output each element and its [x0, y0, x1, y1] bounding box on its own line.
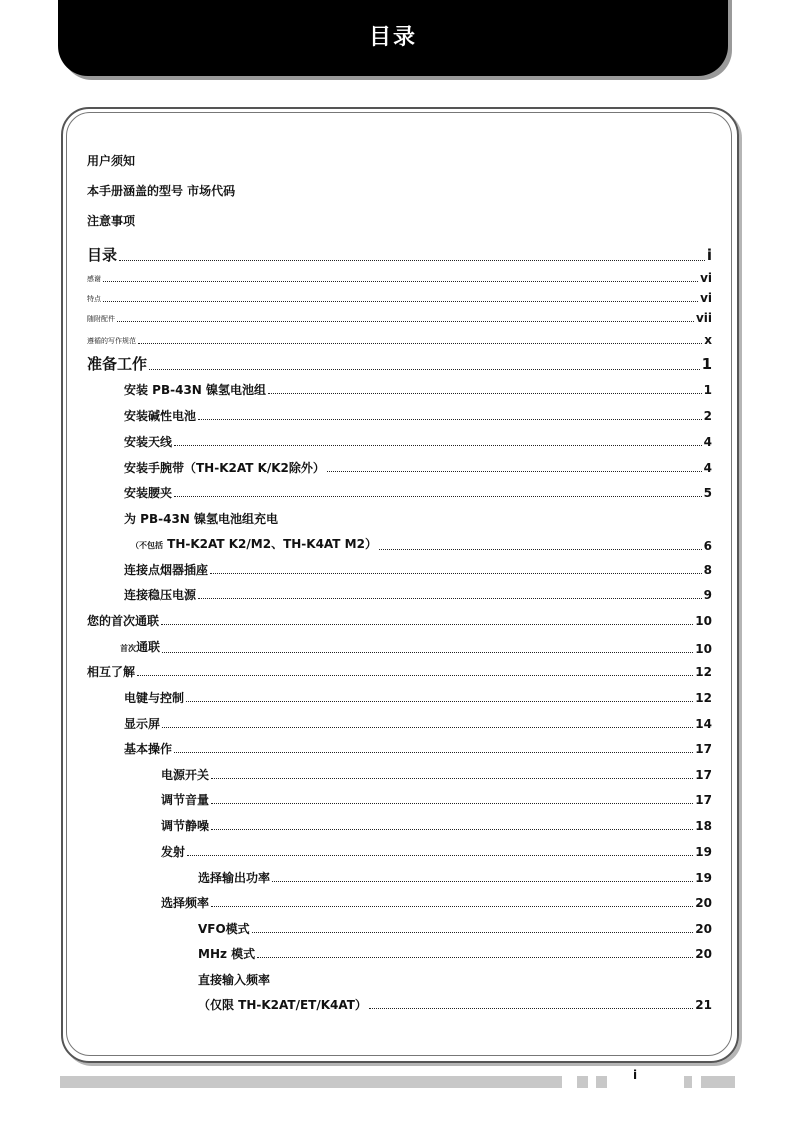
toc-entry-text: 选择频率 [161, 896, 210, 910]
toc-entry[interactable] [87, 383, 712, 397]
toc-entry-title [198, 998, 367, 1012]
toc-entry-title [87, 246, 117, 264]
toc-entry[interactable] [87, 409, 712, 423]
toc-entry-text: 遵循的写作规范 [87, 337, 136, 345]
toc-entry-text: 相互了解 [87, 665, 136, 679]
toc-entry-title [161, 768, 209, 782]
toc-leader-dots [211, 829, 693, 830]
toc-entry-title [124, 486, 172, 500]
toc-leader-dots [369, 1008, 693, 1009]
toc-leader-dots [117, 321, 694, 322]
footer-bar-left [60, 1076, 562, 1088]
toc-entry[interactable] [87, 845, 712, 859]
toc-page-number: 20 [695, 947, 712, 961]
toc-entry-title [120, 640, 160, 656]
toc-entry[interactable] [87, 768, 712, 782]
toc-entry[interactable] [87, 793, 712, 807]
toc-entry-title [87, 154, 135, 168]
toc-page-number: 20 [695, 922, 712, 936]
toc-entry-title [87, 614, 159, 628]
toc-entry-text: 电键与控制 [124, 691, 185, 705]
toc-entry-text: 基本操作 [124, 742, 173, 756]
toc-leader-dots [149, 369, 700, 370]
toc-entry-text: MHz 模式 [198, 947, 256, 961]
toc-leader-dots [174, 445, 702, 446]
toc-entry-text: VFO模式 [198, 922, 250, 936]
toc-page-number: 6 [703, 539, 712, 553]
toc-page-number: 10 [695, 642, 712, 656]
toc-entry-title [161, 845, 185, 859]
toc-entry[interactable] [87, 512, 712, 526]
toc-leader-dots [174, 752, 693, 753]
toc-entry-title [87, 355, 147, 373]
toc-page-number: 19 [695, 871, 712, 885]
toc-entry[interactable] [87, 537, 712, 553]
toc-entry[interactable] [87, 819, 712, 833]
toc-entry-title [124, 409, 196, 423]
toc-entry-title [87, 337, 136, 346]
toc-entry-text: 安装碱性电池 [124, 409, 197, 423]
toc-entry[interactable] [87, 154, 712, 168]
toc-entry-title [124, 461, 325, 475]
toc-page-number: 5 [703, 486, 712, 500]
toc-entry[interactable] [87, 246, 712, 264]
toc-page-number: 4 [703, 435, 712, 449]
toc-entry-title [198, 973, 270, 987]
toc-entry-text: TH-K2AT K2/M2、TH-K4AT M2） [163, 537, 377, 551]
toc-entry-title [87, 315, 115, 324]
toc-leader-dots [198, 419, 702, 420]
toc-entry-text: 电源开关 [161, 768, 210, 782]
toc-page-number: 20 [695, 896, 712, 910]
toc-page-number: 1 [701, 355, 712, 373]
toc-entry[interactable] [87, 998, 712, 1012]
toc-entry-title [87, 275, 101, 284]
toc-leader-dots [210, 573, 702, 574]
toc-entry-text: 用户须知 [87, 154, 136, 168]
toc-entry[interactable] [87, 896, 712, 910]
toc-entry-text: 感谢 [87, 275, 101, 283]
toc-entry[interactable] [87, 563, 712, 577]
footer-bar-right [701, 1076, 735, 1088]
toc-entry-title [124, 435, 172, 449]
toc-entry-title [124, 691, 184, 705]
toc-entry-prefix: 首次 [120, 644, 136, 653]
toc-entry[interactable] [87, 461, 712, 475]
toc-leader-dots [119, 260, 705, 261]
toc-entry[interactable] [87, 665, 712, 679]
toc-entry-text: 目录 [87, 246, 118, 264]
toc-entry-text: 连接点烟器插座 [124, 563, 209, 577]
toc-entry-title [87, 214, 135, 228]
toc-entry[interactable] [87, 184, 712, 198]
toc-entry-prefix: （不包括 [131, 541, 163, 550]
toc-leader-dots [257, 957, 693, 958]
toc-leader-dots [268, 393, 702, 394]
header-banner [58, 0, 728, 76]
toc-page-number: 4 [703, 461, 712, 475]
toc-page-number: 19 [695, 845, 712, 859]
toc-page-number: 12 [695, 665, 712, 679]
toc-entry-text: 选择输出功率 [198, 871, 271, 885]
toc-leader-dots [186, 701, 693, 702]
toc-entry[interactable] [87, 614, 712, 628]
toc-leader-dots [162, 652, 693, 653]
footer-square [577, 1076, 588, 1088]
toc-entry-title [124, 512, 278, 526]
toc-entry-title [124, 588, 196, 602]
toc-entry-text: 发射 [161, 845, 186, 859]
toc-entry[interactable] [87, 947, 712, 961]
toc-entry-title [87, 295, 101, 304]
toc-page-number: 17 [695, 793, 712, 807]
toc-entry-text: （仅限 TH-K2AT/ET/K4AT） [198, 998, 367, 1012]
toc-leader-dots [379, 549, 702, 550]
toc-leader-dots [272, 881, 693, 882]
toc-page-number: 10 [695, 614, 712, 628]
toc-entry-title [87, 665, 135, 679]
toc-leader-dots [211, 778, 693, 779]
toc-entry[interactable] [87, 312, 712, 324]
toc-entry-title [124, 742, 172, 756]
toc-entry[interactable] [87, 334, 712, 346]
toc-page-number: 14 [695, 717, 712, 731]
toc-leader-dots [162, 727, 693, 728]
toc-page-number: 17 [695, 742, 712, 756]
toc-entry-title [124, 383, 266, 397]
toc-entry-text: 直接输入频率 [198, 973, 271, 987]
toc-entry[interactable] [87, 214, 712, 228]
toc-page-number: i [706, 246, 712, 264]
toc-entry-title [161, 793, 209, 807]
toc-entry[interactable] [87, 292, 712, 304]
toc-page-number: 17 [695, 768, 712, 782]
toc-leader-dots [198, 598, 702, 599]
toc-entry-text: 安装腰夹 [124, 486, 173, 500]
toc-entry-text: 安装天线 [124, 435, 173, 449]
toc-entry-text: 通联 [136, 640, 161, 654]
toc-page-number: 9 [703, 588, 712, 602]
toc-entry[interactable] [87, 973, 712, 987]
footer-square [596, 1076, 607, 1088]
toc-page-number: 8 [703, 563, 712, 577]
toc-entry-text: 准备工作 [87, 355, 148, 373]
toc-entry[interactable] [87, 922, 712, 936]
toc-entry-text: 安装手腕带（TH-K2AT K/K2除外） [124, 461, 325, 475]
toc-entry[interactable] [87, 871, 712, 885]
toc-entry-text: 本手册涵盖的型号 市场代码 [87, 184, 236, 198]
toc-leader-dots [211, 803, 693, 804]
toc-entry-text: 调节音量 [161, 793, 210, 807]
toc-page-number: 18 [695, 819, 712, 833]
toc-entry[interactable] [87, 588, 712, 602]
toc-leader-dots [211, 906, 693, 907]
toc-page-number: vi [700, 291, 712, 305]
footer-square [684, 1076, 692, 1088]
toc-leader-dots [252, 932, 694, 933]
toc-page-number: vii [695, 311, 712, 325]
toc-leader-dots [103, 301, 698, 302]
toc-entry[interactable] [87, 355, 712, 373]
toc-entry[interactable] [87, 742, 712, 756]
toc-page-number: 1 [703, 383, 712, 397]
toc-entry-title [198, 922, 250, 936]
toc-entry-title [124, 563, 208, 577]
toc-leader-dots [187, 855, 693, 856]
toc-entry-text: 安装 PB-43N 镍氢电池组 [124, 383, 267, 397]
toc-entry[interactable] [87, 435, 712, 449]
toc-leader-dots [161, 624, 693, 625]
toc-leader-dots [327, 471, 702, 472]
toc-entry-text: 特点 [87, 295, 101, 303]
toc-entry-title [131, 537, 377, 553]
toc-entry-title [198, 947, 255, 961]
toc-entry[interactable] [87, 272, 712, 284]
toc-leader-dots [174, 496, 702, 497]
toc-entry-title [198, 871, 270, 885]
toc-entry-text: 调节静噪 [161, 819, 210, 833]
toc-page-number: 21 [695, 998, 712, 1012]
toc-entry[interactable] [87, 486, 712, 500]
toc-entry-title [124, 717, 160, 731]
toc-entry-text: 随附配件 [87, 315, 115, 323]
toc-page-number: 2 [703, 409, 712, 423]
toc-entry-text: 注意事项 [87, 214, 136, 228]
toc-entry-text: 为 PB-43N 镍氢电池组充电 [124, 512, 279, 526]
toc-entry[interactable] [87, 640, 712, 656]
toc-leader-dots [138, 343, 702, 344]
toc-page-number: 12 [695, 691, 712, 705]
toc-entry-title [161, 896, 209, 910]
toc-entry-text: 您的首次通联 [87, 614, 160, 628]
toc-leader-dots [137, 675, 693, 676]
page-number: i [633, 1068, 638, 1082]
toc-entry-title [87, 184, 235, 198]
toc-entry-text: 连接稳压电源 [124, 588, 197, 602]
toc-entry[interactable] [87, 691, 712, 705]
toc-entry-title [161, 819, 209, 833]
toc-page-number: vi [700, 271, 712, 285]
toc-leader-dots [103, 281, 698, 282]
toc-entry[interactable] [87, 717, 712, 731]
toc-page-number: x [704, 333, 712, 347]
toc-entry-text: 显示屏 [124, 717, 161, 731]
page-title: 目录 [368, 25, 417, 50]
